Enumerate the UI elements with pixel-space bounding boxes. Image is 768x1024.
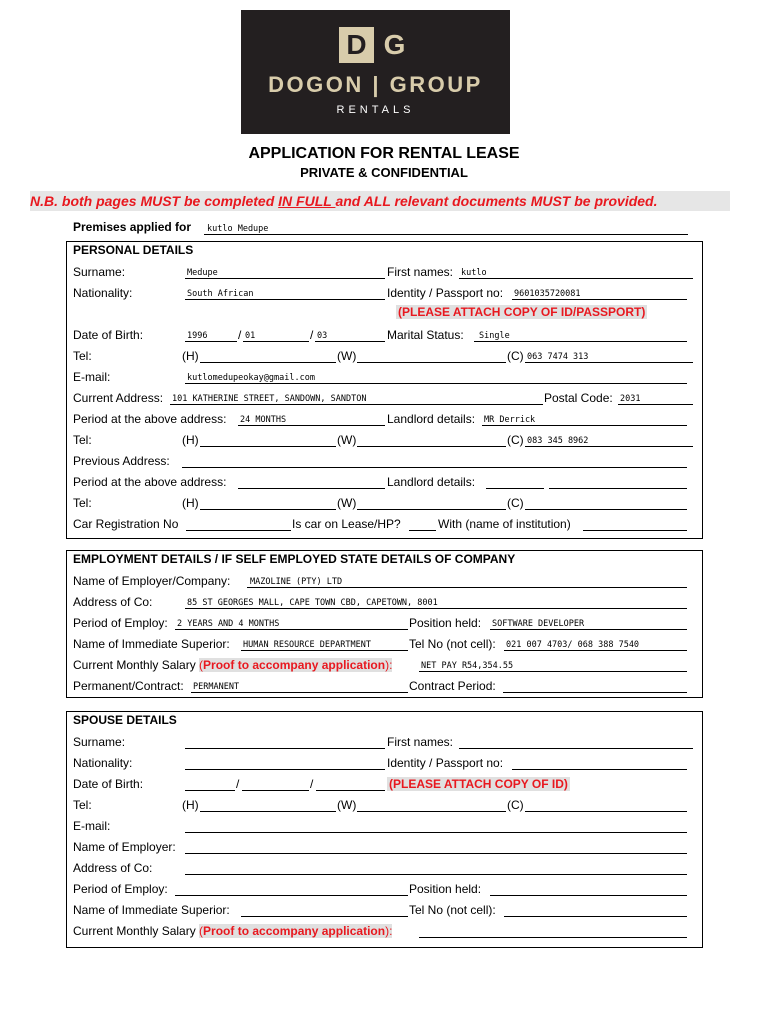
tel2-c-line xyxy=(525,446,693,447)
premises-value[interactable]: kutlo Medupe xyxy=(207,224,269,234)
spouse-salary-label-text: Current Monthly Salary xyxy=(73,924,200,938)
spouse-tel-label: Tel: xyxy=(73,798,92,812)
spouse-surname-line[interactable] xyxy=(185,748,385,749)
company-logo xyxy=(241,10,510,134)
telno-value[interactable]: 021 007 4703/ 068 388 7540 xyxy=(506,640,640,650)
spouse-salary-proof-note: Proof to accompany application xyxy=(203,924,386,938)
spouse-identity-line[interactable] xyxy=(512,769,687,770)
perm-value[interactable]: PERMANENT xyxy=(193,682,240,692)
prev-address-label: Previous Address: xyxy=(73,454,170,468)
notice-text-c: and ALL relevant documents MUST be provided. xyxy=(335,193,658,209)
tel2-h-line xyxy=(200,446,336,447)
dob-label: Date of Birth: xyxy=(73,328,144,342)
spouse-superior-line[interactable] xyxy=(241,916,408,917)
logo-name: DOGON | GROUP xyxy=(268,72,483,97)
employ-period-line xyxy=(175,629,408,630)
tel-w-line xyxy=(357,362,506,363)
spouse-nationality-line[interactable] xyxy=(185,769,385,770)
superior-label: Name of Immediate Superior: xyxy=(73,637,230,651)
salary-line xyxy=(419,671,687,672)
logo-mark-g: G xyxy=(383,29,406,60)
spouse-telno-line[interactable] xyxy=(504,916,687,917)
spouse-dob-slash-1: / xyxy=(236,777,240,791)
period-value[interactable]: 24 MONTHS xyxy=(240,415,287,425)
tel2-c-label: (C) xyxy=(507,433,524,447)
spouse-period-label: Period of Employ: xyxy=(73,882,168,896)
tel2-label: Tel: xyxy=(73,433,92,447)
logo-mark xyxy=(339,27,413,65)
co-address-line xyxy=(185,608,687,609)
tel2-w-line xyxy=(357,446,506,447)
superior-line xyxy=(241,650,408,651)
email-label: E-mail: xyxy=(73,370,111,384)
period2-line[interactable] xyxy=(238,488,385,489)
landlord-label: Landlord details: xyxy=(387,412,476,426)
tel-w-label: (W) xyxy=(337,349,357,363)
spouse-telno-label: Tel No (not cell): xyxy=(409,903,496,917)
tel3-c-label: (C) xyxy=(507,496,524,510)
tel-c-label: (C) xyxy=(507,349,524,363)
landlord2-line-b[interactable] xyxy=(549,488,687,489)
notice-banner xyxy=(30,191,730,211)
salary-paren-open: ( xyxy=(199,658,204,672)
tel2-c-value[interactable]: 083 345 8962 xyxy=(527,436,589,446)
spouse-dob-slash-2: / xyxy=(310,777,314,791)
spouse-salary-line[interactable] xyxy=(419,937,687,938)
period-line xyxy=(238,425,385,426)
personal-details-section xyxy=(66,241,703,539)
spouse-surname-label: Surname: xyxy=(73,735,126,749)
with-line[interactable] xyxy=(583,530,687,531)
position-line xyxy=(490,629,687,630)
dob-slash-1: / xyxy=(238,328,242,342)
dob-year[interactable]: 1996 xyxy=(187,331,208,341)
tel-h-line xyxy=(200,362,336,363)
address-value[interactable]: 101 KATHERINE STREET, SANDOWN, SANDTON xyxy=(172,394,367,404)
notice-text-b: IN FULL xyxy=(278,193,336,209)
co-address-label: Address of Co: xyxy=(73,595,153,609)
spouse-tel-c-line[interactable] xyxy=(525,811,687,812)
spouse-tel-h-label: (H) xyxy=(182,798,199,812)
marital-line xyxy=(474,341,687,342)
salary-label-text: Current Monthly Salary xyxy=(73,658,200,672)
spouse-tel-w-label: (W) xyxy=(337,798,357,812)
attach-id-note: (PLEASE ATTACH COPY OF ID/PASSPORT) xyxy=(398,305,646,319)
with-label: With (name of institution) xyxy=(438,517,571,531)
spouse-email-line[interactable] xyxy=(185,832,687,833)
employ-period-label: Period of Employ: xyxy=(73,616,168,630)
spouse-dob-month-line[interactable] xyxy=(242,790,309,791)
identity-value[interactable]: 9601035720081 xyxy=(514,289,581,299)
salary-value[interactable]: NET PAY R54,354.55 xyxy=(421,661,514,671)
perm-line xyxy=(191,692,408,693)
marital-label: Marital Status: xyxy=(387,328,464,342)
spouse-dob-year-line[interactable] xyxy=(185,790,235,791)
spouse-position-line[interactable] xyxy=(490,895,687,896)
dob-slash-2: / xyxy=(310,328,314,342)
surname-label: Surname: xyxy=(73,265,126,279)
email-value[interactable]: kutlomedupeokay@gmail.com xyxy=(187,373,315,383)
perm-label: Permanent/Contract: xyxy=(73,679,184,693)
tel-c-value[interactable]: 063 7474 313 xyxy=(527,352,589,362)
premises-label: Premises applied for xyxy=(73,220,192,234)
tel3-w-label: (W) xyxy=(337,496,357,510)
tel3-w-line[interactable] xyxy=(357,509,506,510)
spouse-period-line[interactable] xyxy=(175,895,408,896)
tel3-h-line[interactable] xyxy=(200,509,336,510)
car-label: Car Registration No xyxy=(73,517,179,531)
position-label: Position held: xyxy=(409,616,482,630)
spouse-attach-id-note: (PLEASE ATTACH COPY OF ID) xyxy=(389,777,568,791)
lease-line[interactable] xyxy=(409,530,436,531)
spouse-dob-label: Date of Birth: xyxy=(73,777,144,791)
identity-label: Identity / Passport no: xyxy=(387,286,504,300)
spouse-first-names-label: First names: xyxy=(387,735,454,749)
dob-year-line xyxy=(185,341,237,342)
salary-proof-note: Proof to accompany application xyxy=(203,658,386,672)
spouse-nationality-label: Nationality: xyxy=(73,756,133,770)
position-value[interactable]: SOFTWARE DEVELOPER xyxy=(492,619,585,629)
personal-heading: PERSONAL DETAILS xyxy=(73,243,194,257)
spouse-heading: SPOUSE DETAILS xyxy=(73,713,177,727)
notice-text-a: N.B. both pages MUST be completed xyxy=(30,193,279,209)
salary-label xyxy=(73,658,392,672)
spouse-salary-paren-open: ( xyxy=(199,924,204,938)
tel2-h-label: (H) xyxy=(182,433,199,447)
superior-value[interactable]: HUMAN RESOURCE DEPARTMENT xyxy=(243,640,371,650)
tel3-h-label: (H) xyxy=(182,496,199,510)
first-names-line xyxy=(459,278,693,279)
address-label: Current Address: xyxy=(73,391,164,405)
nationality-value[interactable]: South African xyxy=(187,289,254,299)
tel-h-label: (H) xyxy=(182,349,199,363)
dob-day-line xyxy=(315,341,385,342)
contract-period-line[interactable] xyxy=(503,692,687,693)
telno-line xyxy=(504,650,687,651)
premises-line xyxy=(204,234,688,235)
spouse-email-label: E-mail: xyxy=(73,819,111,833)
dob-month-line xyxy=(243,341,309,342)
spouse-tel-c-label: (C) xyxy=(507,798,524,812)
first-names-value[interactable]: kutlo xyxy=(461,268,487,278)
dob-day[interactable]: 03 xyxy=(317,331,328,341)
tel-c-line xyxy=(525,362,693,363)
landlord2-label: Landlord details: xyxy=(387,475,476,489)
landlord2-line-a[interactable] xyxy=(486,488,544,489)
employer-value[interactable]: MAZOLINE (PTY) LTD xyxy=(250,577,343,587)
car-line[interactable] xyxy=(186,530,291,531)
logo-mark-d: D xyxy=(339,27,374,63)
employer-line xyxy=(247,587,687,588)
spouse-employer-line[interactable] xyxy=(185,853,687,854)
identity-line xyxy=(512,299,687,300)
tel2-w-label: (W) xyxy=(337,433,357,447)
spouse-identity-label: Identity / Passport no: xyxy=(387,756,504,770)
period2-label: Period at the above address: xyxy=(73,475,227,489)
tel3-label: Tel: xyxy=(73,496,92,510)
contract-period-label: Contract Period: xyxy=(409,679,496,693)
spouse-co-address-label: Address of Co: xyxy=(73,861,153,875)
marital-value[interactable]: Single xyxy=(479,331,510,341)
postal-line xyxy=(618,404,693,405)
email-line xyxy=(185,383,687,384)
surname-line xyxy=(185,278,385,279)
address-line xyxy=(170,404,543,405)
spouse-superior-label: Name of Immediate Superior: xyxy=(73,903,230,917)
logo-subtitle: RENTALS xyxy=(336,104,415,116)
tel3-c-line[interactable] xyxy=(525,509,687,510)
form-title: APPLICATION FOR RENTAL LEASE xyxy=(248,145,520,162)
tel-label: Tel: xyxy=(73,349,92,363)
spouse-employer-label: Name of Employer: xyxy=(73,840,176,854)
spouse-salary-label xyxy=(73,924,392,938)
co-address-value[interactable]: 85 ST GEORGES MALL, CAPE TOWN CBD, CAPETOWN, 8001 xyxy=(187,598,438,608)
surname-value[interactable]: Medupe xyxy=(187,268,218,278)
spouse-salary-paren-close: ): xyxy=(385,924,393,938)
first-names-label: First names: xyxy=(387,265,454,279)
nationality-line xyxy=(185,299,385,300)
spouse-position-label: Position held: xyxy=(409,882,482,896)
landlord-value[interactable]: MR Derrick xyxy=(484,415,536,425)
salary-paren-close: ): xyxy=(385,658,393,672)
spouse-tel-h-line[interactable] xyxy=(200,811,336,812)
landlord-line xyxy=(482,425,687,426)
telno-label: Tel No (not cell): xyxy=(409,637,496,651)
form-subtitle: PRIVATE & CONFIDENTIAL xyxy=(300,165,468,180)
dob-month[interactable]: 01 xyxy=(245,331,256,341)
prev-address-line[interactable] xyxy=(182,467,687,468)
postal-label: Postal Code: xyxy=(544,391,613,405)
period-label: Period at the above address: xyxy=(73,412,227,426)
spouse-first-names-line[interactable] xyxy=(459,748,693,749)
nationality-label: Nationality: xyxy=(73,286,133,300)
employment-heading: EMPLOYMENT DETAILS / IF SELF EMPLOYED STATE DETAILS OF COMPANY xyxy=(73,552,516,566)
lease-label: Is car on Lease/HP? xyxy=(292,517,401,531)
employer-label: Name of Employer/Company: xyxy=(73,574,231,588)
postal-value[interactable]: 2031 xyxy=(620,394,641,404)
employ-period-value[interactable]: 2 YEARS AND 4 MONTHS xyxy=(177,619,280,629)
spouse-dob-day-line[interactable] xyxy=(316,790,385,791)
spouse-co-address-line[interactable] xyxy=(185,874,687,875)
spouse-tel-w-line[interactable] xyxy=(357,811,506,812)
